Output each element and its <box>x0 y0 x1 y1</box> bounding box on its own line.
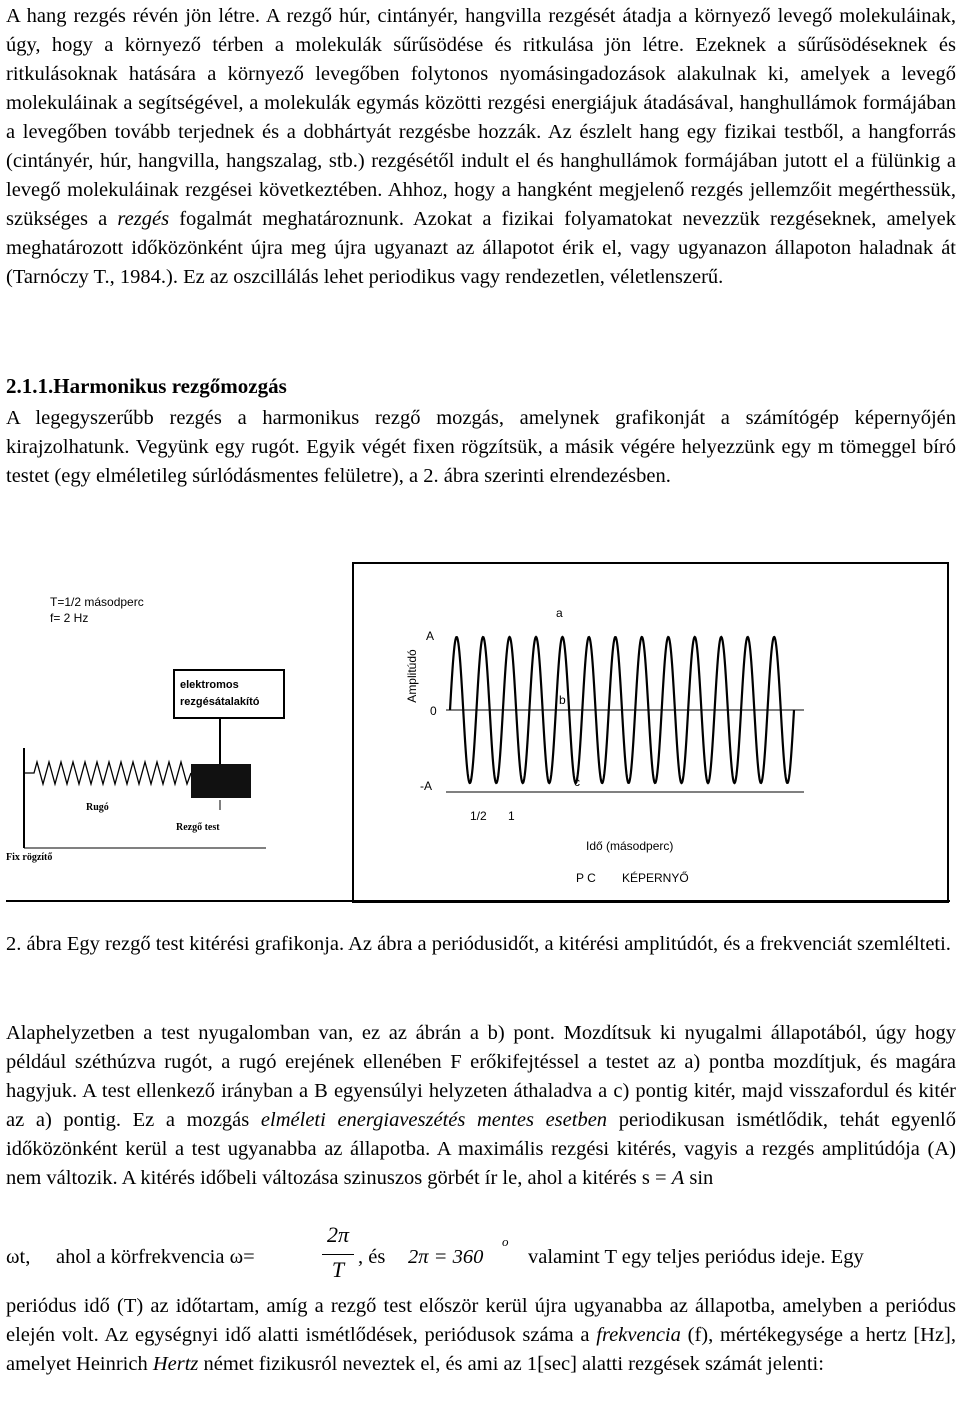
two-pi-equation: 2π = 360 <box>408 1246 484 1268</box>
transducer-label-1: elektromos <box>180 679 239 691</box>
point-a-label: a <box>556 606 563 620</box>
label-minus-A: -A <box>420 779 432 793</box>
pc-screen <box>352 562 949 903</box>
mass-label: Rezgő test <box>176 822 220 833</box>
paragraph-3-text-1: periódus idő (T) az időtartam, amíg a rezgő test először kerül újra ugyanabba az állapotba, amelyben a periódus elején volt. Az egységnyi idő alatti ismétlődések, periódusok száma a <box>6 1295 956 1346</box>
transducer-label-2: rezgésátalakító <box>180 696 260 708</box>
tick-one-label: 1 <box>508 809 515 823</box>
figure-2 <box>6 548 956 903</box>
formula-line <box>6 1222 956 1292</box>
intro-italic-term: rezgés <box>117 208 170 230</box>
omega-fraction <box>318 1222 358 1283</box>
section-heading: 2.1.1.Harmonikus rezgőmozgás <box>6 374 287 398</box>
fraction-denominator: T <box>331 1257 345 1282</box>
fraction-numerator: 2π <box>326 1222 350 1247</box>
period-label: T=1/2 másodperc <box>50 595 144 609</box>
paragraph-2-amplitude-symbol: A <box>671 1167 685 1189</box>
tick-half-label: 1/2 <box>470 809 487 823</box>
figure-caption: 2. ábra Egy rezgő test kitérési grafikonja. Az ábra a periódusidőt, a kitérési amplitúdót, és a frekvenciát szemlélteti. <box>6 933 951 955</box>
paragraph-2-text-2: periodikusan ismétlődik, tehát egyenlő időközönként kerül a test ugyanabba az állapotba. A maximális rezgési kitérés, vagyis a rezgés amplitúdója (A) nem változik. A kitérés időbeli változása szinuszos görbét ír le, ahol a kitérés s = <box>6 1109 956 1189</box>
pc-label: P C <box>576 871 596 885</box>
spring-coil <box>24 762 191 784</box>
label-zero: 0 <box>430 704 437 718</box>
paragraph-2-text-1: Alaphelyzetben a test nyugalomban van, ez az ábrán a b) pont. Mozdítsuk ki nyugalmi állapotából, úgy hogy például széthúzva rugót, a rugó erejének ellenében F erőkifejtéssel a testet az a) pontba mozdítjuk, és magára hagyjuk. A test ellenkező irányban a B egyensúlyi helyzeten áthaladva a c) pontig kitér, majd visszafordul és kitér az a) pontig. Ez a mozgás <box>6 1022 956 1131</box>
screen-title-label: KÉPERNYŐ <box>622 871 689 885</box>
intro-tail-text: fogalmát meghatároznunk. Azokat a fizikai folyamatokat nevezzük rezgéseknek, amelyek meghatározott időközönként újra meg újra ugyanazt az állapotot érik el, vagy ugyanazon állapoton haladnak át (Tarnóczy T., 1984.). Ez az oszcillálás lehet periodikus vagy rendezetlen, véletlenszerű. <box>6 208 957 288</box>
frequency-term: frekvencia <box>596 1324 681 1346</box>
amplitude-axis-label: Amplitúdó <box>405 649 419 703</box>
section-paragraph: A legegyszerűbb rezgés a harmonikus rezgő mozgás, amelynek grafikonját a számítógép képernyőjén kirajzolhatunk. Vegyünk egy rugót. Egyik végét fixen rögzítsük, a másik végére helyezzünk egy m tömeggel bíró testet (egy elméletileg súrlódásmentes felületre), a 2. ábra szerinti elrendezésben. <box>6 407 956 487</box>
omega-t: ωt, <box>6 1246 31 1268</box>
paragraph-3 <box>6 1292 956 1379</box>
figure-divider <box>6 900 950 902</box>
transducer-box <box>174 670 284 718</box>
spring-label: Rugó <box>86 802 109 813</box>
and-text: , és <box>358 1246 386 1268</box>
sine-plot <box>354 564 947 901</box>
time-axis-label: Idő (másodperc) <box>586 839 674 853</box>
paragraph-2-sin: sin <box>689 1167 714 1189</box>
paragraph-3-text-2: (f), mértékegysége a hertz [Hz], amelyet Heinrich <box>6 1324 956 1375</box>
paragraph-2 <box>6 1019 956 1193</box>
fraction-bar <box>322 1254 354 1255</box>
hertz-name: Hertz <box>152 1353 199 1375</box>
fixed-point-label: Fix rögzítő <box>6 852 53 863</box>
point-b-label: b <box>559 693 566 707</box>
period-definition-text: valamint T egy teljes periódus ideje. Egy <box>528 1246 864 1268</box>
paragraph-2-italic: elméleti energiaveszétés mentes esetben <box>260 1109 608 1131</box>
paragraph-3-text-3: német fizikusról neveztek el, és ami az 1[sec] alatti rezgések számát jelenti: <box>203 1353 824 1375</box>
spring-apparatus-diagram <box>6 548 336 903</box>
point-c-label: c <box>574 775 580 789</box>
label-A: A <box>426 629 435 643</box>
degree-symbol: o <box>502 1234 509 1249</box>
angular-frequency-text: ahol a körfrekvencia ω= <box>56 1246 255 1268</box>
mass-block <box>191 764 251 798</box>
intro-paragraph <box>6 2 956 292</box>
intro-text: A hang rezgés révén jön létre. A rezgő húr, cintányér, hangvilla rezgését átadja a környező levegő molekuláinak, úgy, hogy a környező térben a molekulák sűrűsödése és ritkulása jön létre. Ezeknek a sűrűsödéseknek és ritkulásoknak hatására a környező levegőben folytonos nyomásingadozások alakulnak ki, amelyek a levegő molekuláinak a segítségével, a molekulák egymás közötti rezgési energiájuk átadásával, hanghullámok formájában a levegőben tovább terjednek és a dobhártyát rezgésbe hozzák. Az észlelt hang egy fizikai testből, a hangforrás (cintányér, húr, hangvilla, hangszalag, stb.) rezgésétől indult el és hanghullámok formájában jutott el a fülünkig a levegő molekuláinak rezgései következtében. Ahhoz, hogy a hangként megjelenő rezgés jellemzőit megérthessük, szükséges a <box>6 5 956 230</box>
frequency-label: f= 2 Hz <box>50 611 89 625</box>
